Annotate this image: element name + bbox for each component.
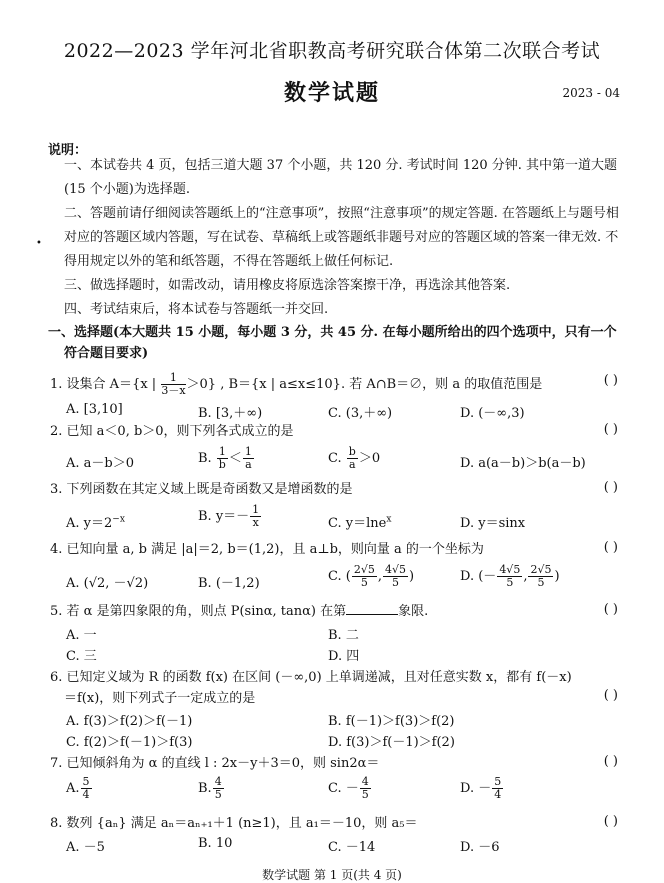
q5-option-d: D. 四 <box>328 649 360 664</box>
q6-option-d: D. f(3)＞f(－1)＞f(2) <box>328 735 455 750</box>
instructions-heading: 说明： <box>48 143 88 158</box>
section-heading-line1: 一、选择题(本大题共 15 小题，每小题 3 分，共 45 分. 在每小题所给出的四个选项中，只有一个 <box>48 325 617 340</box>
q7-option-c: C. － $\frac{4}{5}$ <box>328 775 369 801</box>
q4-option-c: C. ( $\frac{2√5}{5}$ , $\frac{4√5}{5}$ ) <box>328 563 415 589</box>
q5-option-a: A. 一 <box>66 628 97 643</box>
q4-option-a: A. (√2, －√2) <box>66 576 149 591</box>
exam-subject: 数学试题 <box>283 80 380 106</box>
q7-option-d: D. － $\frac{5}{4}$ <box>460 775 502 801</box>
q7-option-b: B. $\frac{4}{5}$ <box>198 775 222 801</box>
q5-option-b: B. 二 <box>328 628 359 643</box>
question-7: 7. 已知倾斜角为 α 的直线 l : 2x－y＋3＝0，则 sin2α＝ <box>50 756 380 771</box>
question-1: 1. 设集合 A＝{x | $\frac{1}{3-x}$ ＞0} , B＝{x | a≤x≤10}. 若 A∩B＝∅，则 a 的取值范围是 <box>50 371 543 397</box>
exam-date: 2023 - 04 <box>562 86 620 100</box>
q2-option-a: A. a－b＞0 <box>66 456 134 471</box>
q1-fraction: $\frac{1}{3-x}$ <box>161 371 186 397</box>
section-heading <box>48 322 618 364</box>
exam-title: 2022—2023 学年河北省职教高考研究联合体第二次联合考试 <box>63 40 601 62</box>
q5-blank <box>346 602 398 615</box>
instruction-3: 三、做选择题时，如需改动，请用橡皮将原选涂答案擦干净，再选涂其他答案. <box>64 278 511 293</box>
section-heading-line2: 符合题目要求) <box>64 346 149 361</box>
q1-option-d: D. (－∞,3) <box>460 406 525 421</box>
q1-option-b: B. [3,＋∞) <box>198 406 263 421</box>
q8-option-c: C. －14 <box>328 840 376 855</box>
q8-option-d: D. －6 <box>460 840 500 855</box>
page-footer: 数学试题 第 1 页(共 4 页) <box>262 868 402 882</box>
q3-option-d: D. y＝sinx <box>460 516 526 531</box>
q1-option-a: A. [3,10] <box>66 402 123 417</box>
q8-option-a: A. －5 <box>66 840 105 855</box>
q8-answer-paren: ( ) <box>603 814 618 829</box>
instruction-2: 二、答题前请仔细阅读答题纸上的“注意事项”，按照“注意事项”的规定答题. 在答题纸上与题号相对应的答题区域内答题，写在试卷、草稿纸上或答题纸非题号对应的答题区域的答案一律无效. 不得用规定以外的笔和纸答题，不得在答题纸上做任何标记. <box>64 206 619 269</box>
q6-option-b: B. f(－1)＞f(3)＞f(2) <box>328 714 455 729</box>
q7-option-a: A. $\frac{5}{4}$ <box>66 775 90 801</box>
q4-answer-paren: ( ) <box>603 540 618 555</box>
q1-answer-paren: ( ) <box>603 373 618 388</box>
instructions-list <box>64 154 620 322</box>
question-4: 4. 已知向量 a, b 满足 |a|＝2, b＝(1,2)，且 a⊥b，则向量 a 的一个坐标为 <box>50 542 484 557</box>
q2-option-b: B. $\frac{1}{b}$ ＜ $\frac{1}{a}$ <box>198 445 252 471</box>
question-5: 5. 若 α 是第四象限的角，则点 P(sinα, tanα) 在第 象限. <box>50 604 429 619</box>
question-6: 6. 已知定义域为 R 的函数 f(x) 在区间 (－∞,0) 上单调递减，且对任意实数 x，都有 f(－x) ＝f(x)，则下列式子一定成立的是 <box>50 670 572 706</box>
q3-option-b: B. y＝－ $\frac{1}{x}$ <box>198 503 260 529</box>
question-8: 8. 数列 {aₙ} 满足 aₙ＝aₙ₊₁＋1 (n≥1)，且 a₁＝－10，则 a₅＝ <box>50 816 418 831</box>
q5-option-c: C. 三 <box>66 649 97 664</box>
q1-option-c: C. (3,＋∞) <box>328 406 393 421</box>
question-3: 3. 下列函数在其定义域上既是奇函数又是增函数的是 <box>50 482 353 497</box>
q6-option-a: A. f(3)＞f(2)＞f(－1) <box>66 714 193 729</box>
instruction-4: 四、考试结束后，将本试卷与答题纸一并交回. <box>64 302 329 317</box>
q8-option-b: B. 10 <box>198 836 233 851</box>
q5-answer-paren: ( ) <box>603 602 618 617</box>
q4-option-b: B. (－1,2) <box>198 576 260 591</box>
q6-option-c: C. f(2)＞f(－1)＞f(3) <box>66 735 193 750</box>
q2-option-d: D. a(a－b)＞b(a－b) <box>460 456 586 471</box>
scan-speck: • <box>36 238 42 249</box>
q3-option-c: C. y＝lne$^x$ <box>328 514 392 531</box>
instruction-1: 一、本试卷共 4 页，包括三道大题 37 个小题，共 120 分. 考试时间 120 分钟. 其中第一道大题(15 个小题)为选择题. <box>64 158 618 197</box>
question-2: 2. 已知 a＜0, b＞0，则下列各式成立的是 <box>50 424 294 439</box>
q2-option-c: C. $\frac{b}{a}$ ＞0 <box>328 445 381 471</box>
q6-answer-paren: ( ) <box>603 688 618 703</box>
q7-answer-paren: ( ) <box>603 754 618 769</box>
q3-answer-paren: ( ) <box>603 480 618 495</box>
q4-option-d: D. (－ $\frac{4√5}{5}$ , $\frac{2√5}{5}$ ) <box>460 563 560 589</box>
q2-answer-paren: ( ) <box>603 422 618 437</box>
q3-option-a: A. $y=2^{-x}$ <box>66 514 125 531</box>
